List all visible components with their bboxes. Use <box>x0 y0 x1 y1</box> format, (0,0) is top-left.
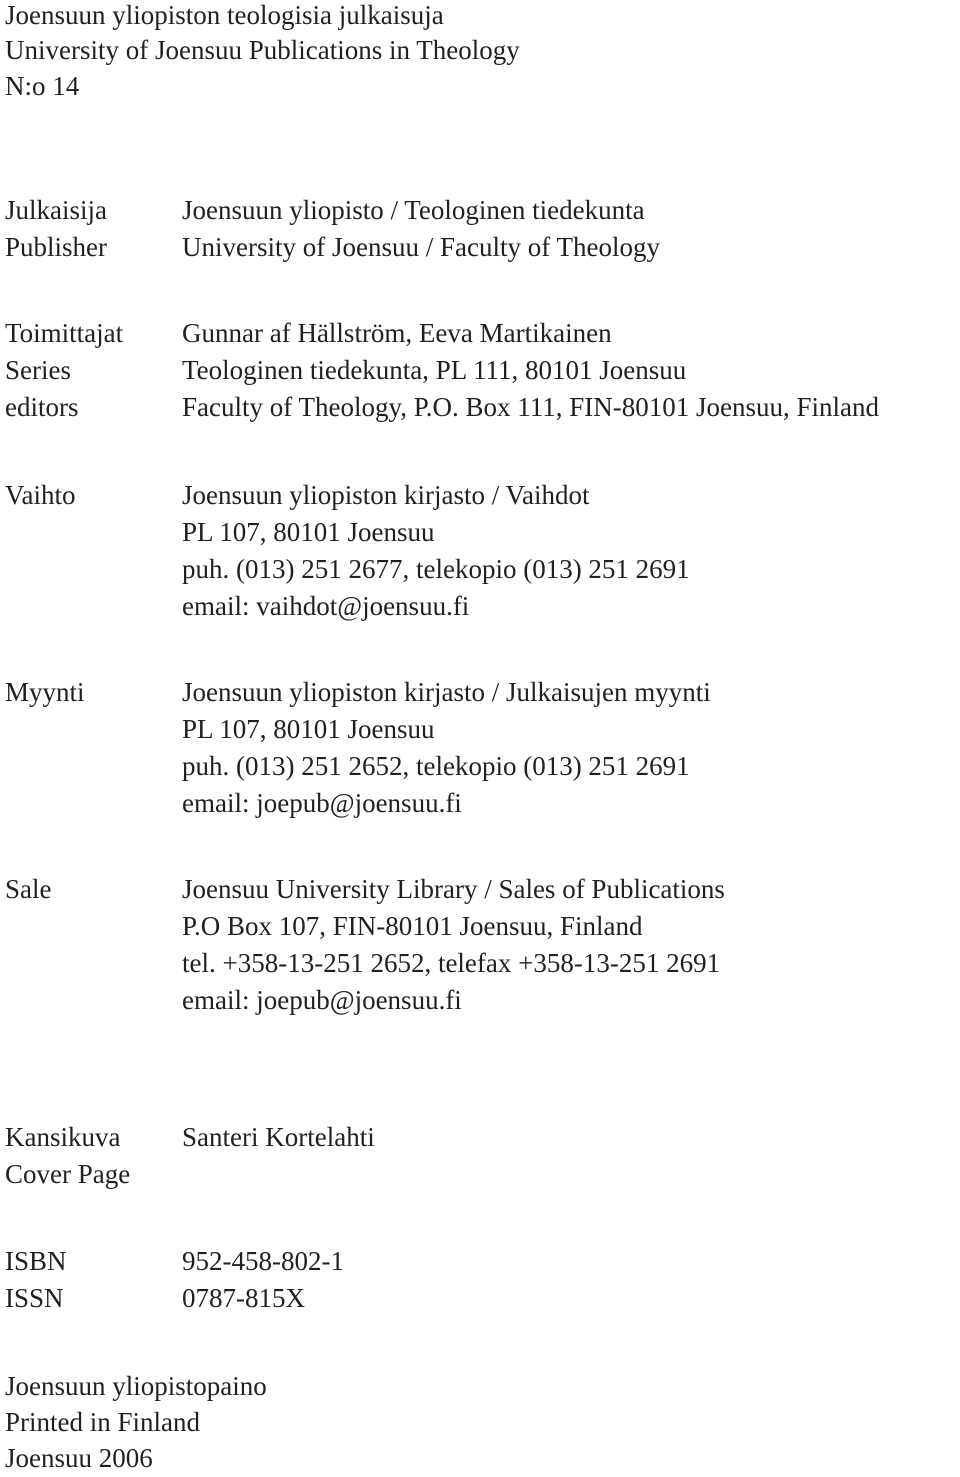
exchange-org: Joensuun yliopiston kirjasto / Vaihdot <box>182 480 590 510</box>
editors-label-en-2: editors <box>5 392 79 422</box>
editors-label-en-1: Series <box>5 355 71 385</box>
printer-name: Joensuun yliopistopaino <box>5 1371 267 1401</box>
print-place-year: Joensuu 2006 <box>5 1443 153 1473</box>
editors-address-en: Faculty of Theology, P.O. Box 111, FIN-80101 Joensuu, Finland <box>182 392 879 422</box>
printed-in: Printed in Finland <box>5 1407 200 1437</box>
sales-en-address: P.O Box 107, FIN-80101 Joensuu, Finland <box>182 911 643 941</box>
publisher-label-fi: Julkaisija <box>5 195 107 225</box>
cover-label-fi: Kansikuva <box>5 1122 121 1152</box>
sales-fi-email: email: joepub@joensuu.fi <box>182 788 462 818</box>
editors-address-fi: Teologinen tiedekunta, PL 111, 80101 Joensuu <box>182 355 687 385</box>
publisher-label-en: Publisher <box>5 232 108 262</box>
sales-fi-address: PL 107, 80101 Joensuu <box>182 714 435 744</box>
series-title-en: University of Joensuu Publications in Theology <box>5 35 520 65</box>
cover-label-en: Cover Page <box>5 1159 131 1189</box>
series-number: N:o 14 <box>5 71 80 101</box>
sales-en-phone: tel. +358-13-251 2652, telefax +358-13-251 2691 <box>182 948 721 978</box>
exchange-email: email: vaihdot@joensuu.fi <box>182 591 470 621</box>
isbn-label: ISBN <box>5 1246 67 1276</box>
sales-en-org: Joensuu University Library / Sales of Publications <box>182 874 725 904</box>
sales-fi-phone: puh. (013) 251 2652, telekopio (013) 251 2691 <box>182 751 690 781</box>
editors-label-fi: Toimittajat <box>5 318 124 348</box>
publisher-value-en: University of Joensuu / Faculty of Theology <box>182 232 660 262</box>
sales-en-label: Sale <box>5 874 52 904</box>
publisher-value-fi: Joensuun yliopisto / Teologinen tiedekunta <box>182 195 645 225</box>
editors-names: Gunnar af Hällström, Eeva Martikainen <box>182 318 612 348</box>
series-title-fi: Joensuun yliopiston teologisia julkaisuja <box>5 0 444 30</box>
isbn-value: 952-458-802-1 <box>182 1246 344 1276</box>
issn-value: 0787-815X <box>182 1283 305 1313</box>
issn-label: ISSN <box>5 1283 64 1313</box>
exchange-address: PL 107, 80101 Joensuu <box>182 517 435 547</box>
cover-artist: Santeri Kortelahti <box>182 1122 375 1152</box>
sales-fi-org: Joensuun yliopiston kirjasto / Julkaisujen myynti <box>182 677 711 707</box>
exchange-phone: puh. (013) 251 2677, telekopio (013) 251 2691 <box>182 554 690 584</box>
sales-en-email: email: joepub@joensuu.fi <box>182 985 462 1015</box>
exchange-label: Vaihto <box>5 480 76 510</box>
sales-fi-label: Myynti <box>5 677 85 707</box>
